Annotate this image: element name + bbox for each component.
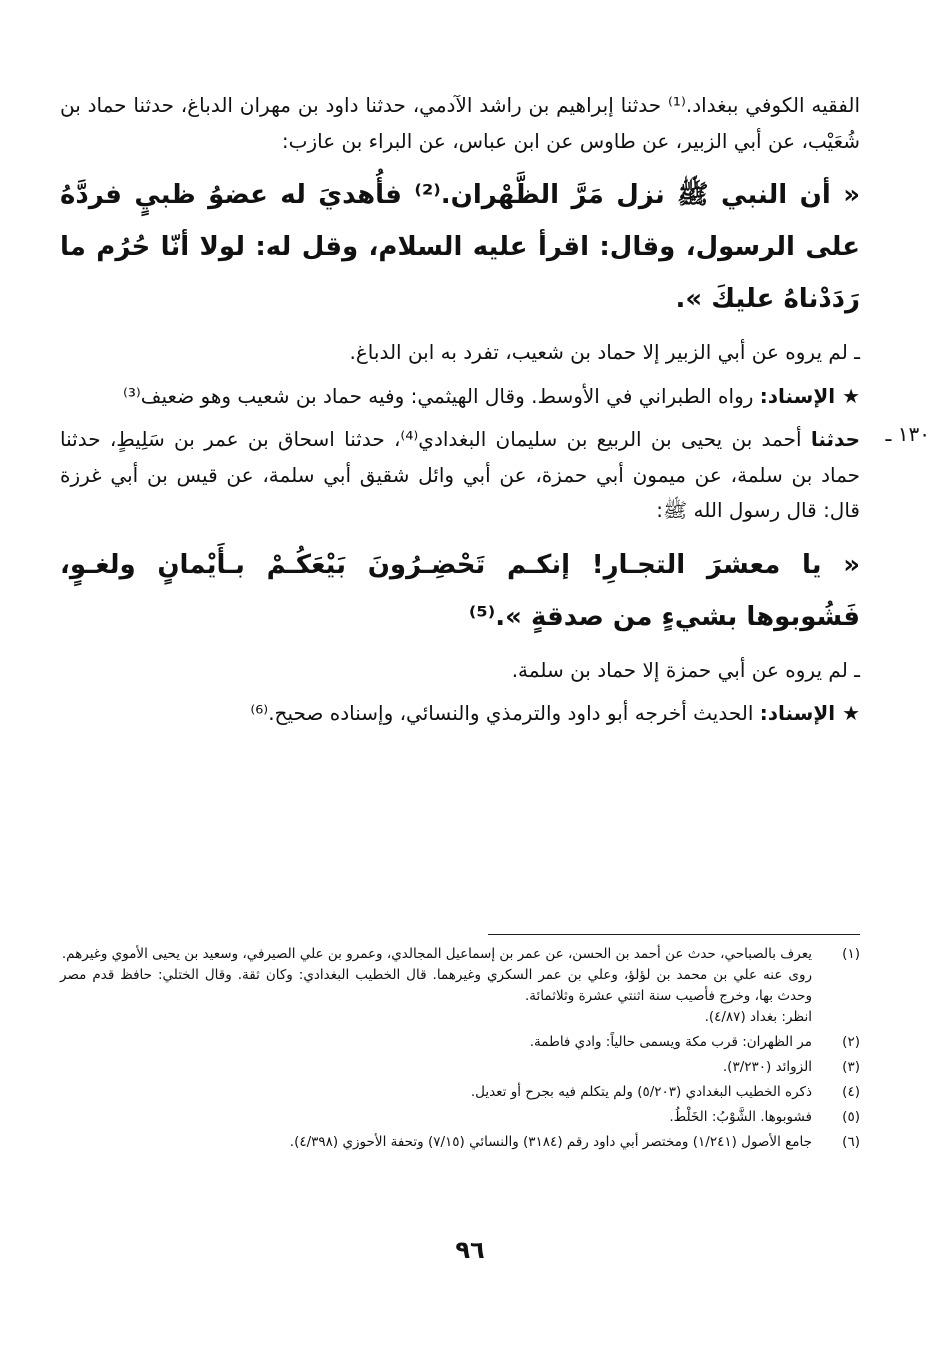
remark-1: ـ لم يروه عن أبي الزبير إلا حماد بن شعيب، تفرد به ابن الدباغ. bbox=[349, 340, 860, 364]
hadith-text-2: « يا معشرَ التجـارِ! إنكـم تَحْضِـرُونَ بَيْعَكُـمْ بـأَيْمانٍ ولغـوٍ، فَشُوبوها بشيءٍ من صدقةٍ ».⁽⁵⁾ bbox=[60, 549, 860, 632]
footnote-number: (٣) bbox=[842, 1059, 860, 1075]
hadith-number: ١٣٠ ـ bbox=[885, 422, 930, 446]
footnote-item bbox=[60, 1132, 860, 1153]
footnote-text: مر الظهران: قرب مكة ويسمى حالياً: وادي فاطمة. bbox=[529, 1034, 812, 1050]
footnote-item bbox=[60, 944, 860, 1028]
isnad-2 bbox=[60, 696, 860, 732]
footnote-number: (٤) bbox=[842, 1084, 860, 1100]
isnad-text: رواه الطبراني في الأوسط. وقال الهيثمي: وفيه حماد بن شعيب وهو ضعيف⁽³⁾ bbox=[122, 383, 754, 408]
isnad-1 bbox=[60, 379, 860, 415]
footnote-text: ذكره الخطيب البغدادي (٥/٢٠٣) ولم يتكلم فيه بجرح أو تعديل. bbox=[470, 1084, 812, 1100]
footnote-text: جامع الأصول (١/٢٤١) ومختصر أبي داود رقم (٣١٨٤) والنسائي (٧/١٥) وتحفة الأحوزي (٤/٣٩٨). bbox=[289, 1134, 812, 1150]
footnote-item bbox=[60, 1032, 860, 1053]
footnote-number: (٦) bbox=[842, 1134, 860, 1150]
paragraph-chain-1: الفقيه الكوفي ببغداد.⁽¹⁾ حدثنا إبراهيم بن راشد الآدمي، حدثنا داود بن مهران الدباغ، حدثنا حماد بن شُعَيْب، عن أبي الزبير، عن طاوس عن ابن عباس، عن البراء بن عازب: bbox=[60, 93, 860, 153]
page-number: ٩٦ bbox=[455, 1236, 485, 1264]
footnote-number: (٢) bbox=[842, 1034, 860, 1050]
isnad-text: الحديث أخرجه أبو داود والترمذي والنسائي، وإسناده صحيح.⁽⁶⁾ bbox=[250, 701, 754, 725]
footnote-text bbox=[60, 944, 812, 1028]
chain-text: أحمد بن يحيى بن الربيع بن سليمان البغدادي⁽⁴⁾، حدثنا اسحاق بن عمر بن سَلِيطٍ، حدثنا حماد بن سلمة، عن ميمون أبي حمزة، عن أبي وائل شقيق أبي سلمة، عن قيس بن أبي غرزة قال: قال رسول الله ﷺ: bbox=[60, 427, 860, 522]
footnote-text: الزوائد (٣/٢٣٠). bbox=[722, 1059, 812, 1075]
footnote-line: انظر: بغداد (٤/٨٧). bbox=[704, 1009, 812, 1025]
hadith-130 bbox=[60, 422, 930, 529]
footnote-item bbox=[60, 1107, 860, 1128]
paragraph-chain-2 bbox=[60, 422, 860, 529]
footnote-number: (٥) bbox=[842, 1109, 860, 1125]
footnote-item bbox=[60, 1082, 860, 1103]
footnote-line: يعرف بالصباحي، حدث عن أحمد بن الحسن، عن عمر بن إسماعيل المجالدي، وعمرو بن علي الصيرفي، وسعيد بن يحيى الأموي وغيرهم. bbox=[61, 946, 812, 962]
footnotes bbox=[60, 944, 860, 1157]
remark-2: ـ لم يروه عن أبي حمزة إلا حماد بن سلمة. bbox=[511, 657, 860, 682]
footnote-number: (١) bbox=[842, 946, 860, 962]
main-text bbox=[60, 88, 930, 740]
chain-lead-word: حدثنا bbox=[810, 427, 860, 451]
isnad-label: ★ الإسناد: bbox=[759, 383, 860, 408]
isnad-label: ★ الإسناد: bbox=[759, 701, 860, 725]
footnote-line: روى عنه علي بن محمد بن لؤلؤ، وعلي بن عمر السكري وغيرهما. قال الخطيب البغدادي: وكان ثقة. وقال الختلي: حافظ قدم مصر وحدث بها، وخرج فأصيب سنة اثنتي عشرة وثلاثمائة. bbox=[60, 967, 812, 1004]
hadith-text-1: « أن النبي ﷺ نزل مَرَّ الظَّهْران.⁽²⁾ فأُهديَ له عضوُ ظبيٍ فردَّهُ على الرسول، وقال: اقرأ عليه السلام، وقل له: لولا أنّا حُرُم ما رَدَدْناهُ عليكَ ». bbox=[60, 180, 861, 314]
footnote-text: فشوبوها. الشَّوْبُ: الخَلْطُ. bbox=[669, 1109, 812, 1125]
footnote-divider bbox=[488, 934, 860, 935]
footnote-item bbox=[60, 1057, 860, 1078]
